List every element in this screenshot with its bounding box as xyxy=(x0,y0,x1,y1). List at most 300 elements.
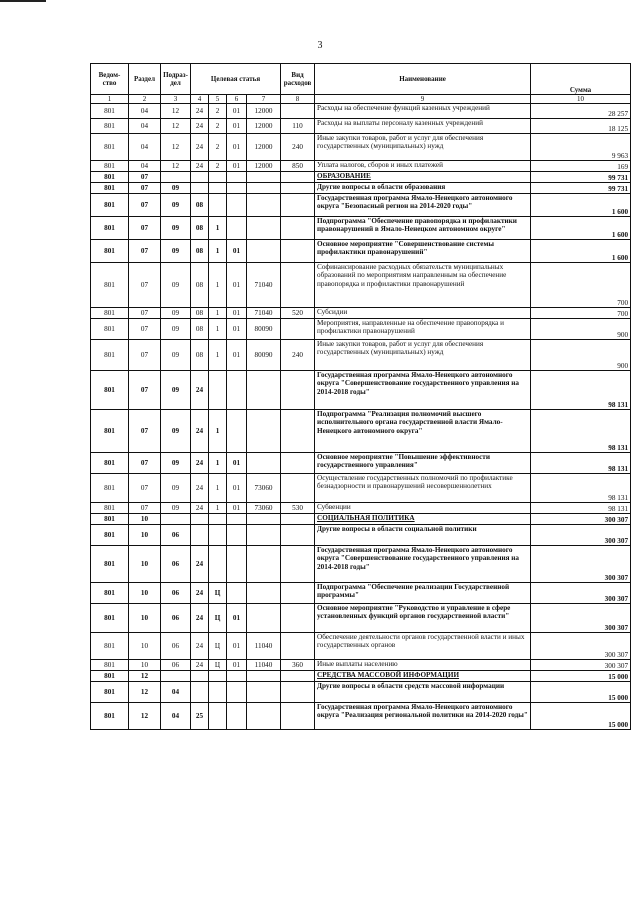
subsection-cell: 06 xyxy=(161,546,191,583)
column-number: 4 xyxy=(191,95,209,104)
subsection-cell: 12 xyxy=(161,104,191,119)
amount-cell: 300 307 xyxy=(531,604,631,633)
table-row xyxy=(91,633,631,660)
target-subprogram-cell: 1 xyxy=(209,410,227,453)
amount-cell: 98 131 xyxy=(531,371,631,410)
name-cell: Государственная программа Ямало-Ненецкого автономного округа "Реализация региональной политики на 2014-2020 годы" xyxy=(315,703,531,730)
table-row xyxy=(91,525,631,546)
target-subprogram-cell xyxy=(209,671,227,682)
target-activity-cell: 01 xyxy=(227,660,247,671)
name-cell: Другие вопросы в области социальной политики xyxy=(315,525,531,546)
target-subprogram-cell: 1 xyxy=(209,263,227,308)
target-activity-cell xyxy=(227,172,247,183)
amount-cell: 300 307 xyxy=(531,514,631,525)
exp-type-cell: 520 xyxy=(281,308,315,319)
amount-cell: 300 307 xyxy=(531,660,631,671)
header-section: Раздел xyxy=(129,64,161,95)
amount-cell: 900 xyxy=(531,319,631,340)
target-activity-cell xyxy=(227,682,247,703)
target-activity-cell xyxy=(227,194,247,217)
target-direction-cell xyxy=(247,240,281,263)
header-amount: Сумма xyxy=(531,64,631,95)
table-row xyxy=(91,660,631,671)
target-subprogram-cell: 2 xyxy=(209,104,227,119)
header-target: Целевая статья xyxy=(191,64,281,95)
exp-type-cell xyxy=(281,183,315,194)
page-number: 3 xyxy=(317,40,323,51)
dept-cell: 801 xyxy=(91,172,129,183)
target-direction-cell xyxy=(247,546,281,583)
target-direction-cell: 12000 xyxy=(247,104,281,119)
subsection-cell: 09 xyxy=(161,194,191,217)
target-subprogram-cell: Ц xyxy=(209,660,227,671)
dept-cell: 801 xyxy=(91,183,129,194)
dept-cell: 801 xyxy=(91,682,129,703)
target-subprogram-cell: 1 xyxy=(209,217,227,240)
target-program-cell: 24 xyxy=(191,134,209,161)
target-subprogram-cell: 1 xyxy=(209,308,227,319)
target-subprogram-cell xyxy=(209,194,227,217)
target-program-cell: 24 xyxy=(191,546,209,583)
table-row xyxy=(91,308,631,319)
name-cell: СОЦИАЛЬНАЯ ПОЛИТИКА xyxy=(315,514,531,525)
target-subprogram-cell xyxy=(209,514,227,525)
section-cell: 07 xyxy=(129,371,161,410)
target-activity-cell xyxy=(227,410,247,453)
table-row xyxy=(91,474,631,503)
amount-cell: 15 000 xyxy=(531,671,631,682)
exp-type-cell: 850 xyxy=(281,161,315,172)
target-activity-cell: 01 xyxy=(227,263,247,308)
table-row xyxy=(91,453,631,474)
table-row xyxy=(91,161,631,172)
section-cell: 12 xyxy=(129,671,161,682)
dept-cell: 801 xyxy=(91,217,129,240)
subsection-cell: 09 xyxy=(161,183,191,194)
section-cell: 04 xyxy=(129,119,161,134)
name-cell: ОБРАЗОВАНИЕ xyxy=(315,172,531,183)
amount-cell: 300 307 xyxy=(531,583,631,604)
target-activity-cell: 01 xyxy=(227,453,247,474)
exp-type-cell xyxy=(281,263,315,308)
exp-type-cell xyxy=(281,546,315,583)
target-program-cell: 24 xyxy=(191,474,209,503)
table-row xyxy=(91,546,631,583)
target-subprogram-cell: 1 xyxy=(209,240,227,263)
subsection-cell: 06 xyxy=(161,660,191,671)
name-cell: Основное мероприятие "Руководство и управление в сфере установленных функций органов государственной власти" xyxy=(315,604,531,633)
target-direction-cell: 12000 xyxy=(247,119,281,134)
target-subprogram-cell xyxy=(209,703,227,730)
section-cell: 10 xyxy=(129,514,161,525)
amount-cell: 15 000 xyxy=(531,682,631,703)
target-activity-cell xyxy=(227,183,247,194)
column-number: 10 xyxy=(531,95,631,104)
target-program-cell: 08 xyxy=(191,308,209,319)
target-direction-cell: 12000 xyxy=(247,134,281,161)
subsection-cell: 09 xyxy=(161,217,191,240)
target-program-cell: 08 xyxy=(191,194,209,217)
amount-cell: 98 131 xyxy=(531,410,631,453)
subsection-cell: 12 xyxy=(161,161,191,172)
name-cell: Осуществление государственных полномочий по профилактике безнадзорности и правонарушений несовершеннолетних xyxy=(315,474,531,503)
amount-cell: 1 600 xyxy=(531,240,631,263)
exp-type-cell xyxy=(281,633,315,660)
target-activity-cell: 01 xyxy=(227,633,247,660)
dept-cell: 801 xyxy=(91,604,129,633)
dept-cell: 801 xyxy=(91,671,129,682)
table-row xyxy=(91,134,631,161)
subsection-cell: 12 xyxy=(161,134,191,161)
name-cell: Расходы на обеспечение функций казенных учреждений xyxy=(315,104,531,119)
dept-cell: 801 xyxy=(91,371,129,410)
name-cell: Подпрограмма "Обеспечение правопорядка и профилактики правонарушений в Ямало-Ненецком автономном округе" xyxy=(315,217,531,240)
name-cell: Государственная программа Ямало-Ненецкого автономного округа "Безопасный регион на 2014-2020 годы" xyxy=(315,194,531,217)
amount-cell: 98 131 xyxy=(531,503,631,514)
target-direction-cell: 12000 xyxy=(247,161,281,172)
target-activity-cell xyxy=(227,671,247,682)
section-cell: 10 xyxy=(129,660,161,671)
target-subprogram-cell: Ц xyxy=(209,604,227,633)
table-row xyxy=(91,263,631,308)
target-subprogram-cell: 1 xyxy=(209,319,227,340)
subsection-cell: 09 xyxy=(161,371,191,410)
dept-cell: 801 xyxy=(91,546,129,583)
subsection-cell: 04 xyxy=(161,703,191,730)
name-cell: Подпрограмма "Обеспечение реализации Государственной программы" xyxy=(315,583,531,604)
amount-cell: 1 600 xyxy=(531,217,631,240)
table-row xyxy=(91,371,631,410)
exp-type-cell xyxy=(281,319,315,340)
target-activity-cell: 01 xyxy=(227,340,247,371)
target-program-cell: 08 xyxy=(191,263,209,308)
section-cell: 07 xyxy=(129,474,161,503)
dept-cell: 801 xyxy=(91,660,129,671)
target-subprogram-cell: 1 xyxy=(209,453,227,474)
target-direction-cell xyxy=(247,371,281,410)
target-program-cell: 24 xyxy=(191,453,209,474)
exp-type-cell xyxy=(281,217,315,240)
exp-type-cell xyxy=(281,682,315,703)
table-row xyxy=(91,410,631,453)
section-cell: 10 xyxy=(129,546,161,583)
exp-type-cell xyxy=(281,703,315,730)
table-row xyxy=(91,503,631,514)
exp-type-cell xyxy=(281,240,315,263)
exp-type-cell xyxy=(281,514,315,525)
section-cell: 07 xyxy=(129,410,161,453)
subsection-cell: 09 xyxy=(161,240,191,263)
column-number-row xyxy=(91,95,631,104)
table-row xyxy=(91,514,631,525)
subsection-cell: 06 xyxy=(161,525,191,546)
target-subprogram-cell xyxy=(209,371,227,410)
section-cell: 07 xyxy=(129,308,161,319)
target-activity-cell xyxy=(227,703,247,730)
target-subprogram-cell: 2 xyxy=(209,161,227,172)
column-number: 2 xyxy=(129,95,161,104)
target-direction-cell xyxy=(247,604,281,633)
section-cell: 07 xyxy=(129,217,161,240)
target-program-cell: 24 xyxy=(191,119,209,134)
dept-cell: 801 xyxy=(91,194,129,217)
target-activity-cell: 01 xyxy=(227,604,247,633)
target-direction-cell: 80090 xyxy=(247,319,281,340)
column-number: 5 xyxy=(209,95,227,104)
subsection-cell: 12 xyxy=(161,119,191,134)
dept-cell: 801 xyxy=(91,340,129,371)
exp-type-cell: 530 xyxy=(281,503,315,514)
section-cell: 07 xyxy=(129,453,161,474)
column-number: 3 xyxy=(161,95,191,104)
dept-cell: 801 xyxy=(91,319,129,340)
dept-cell: 801 xyxy=(91,119,129,134)
amount-cell: 1 600 xyxy=(531,194,631,217)
name-cell: Основное мероприятие "Повышение эффективности государственного управления" xyxy=(315,453,531,474)
target-activity-cell xyxy=(227,514,247,525)
dept-cell: 801 xyxy=(91,410,129,453)
amount-cell: 99 731 xyxy=(531,172,631,183)
name-cell: Государственная программа Ямало-Ненецкого автономного округа "Совершенствование государственного управления на 2014-2018 годы" xyxy=(315,371,531,410)
exp-type-cell: 110 xyxy=(281,119,315,134)
subsection-cell: 09 xyxy=(161,308,191,319)
header-subsection: Подраз-дел xyxy=(161,64,191,95)
name-cell: Иные выплаты населению xyxy=(315,660,531,671)
target-direction-cell xyxy=(247,410,281,453)
exp-type-cell xyxy=(281,371,315,410)
subsection-cell: 06 xyxy=(161,604,191,633)
amount-cell: 300 307 xyxy=(531,546,631,583)
target-direction-cell xyxy=(247,703,281,730)
amount-cell: 700 xyxy=(531,308,631,319)
target-direction-cell: 80090 xyxy=(247,340,281,371)
target-subprogram-cell xyxy=(209,183,227,194)
name-cell: Мероприятия, направленные на обеспечение правопорядка и профилактики правонарушений xyxy=(315,319,531,340)
target-program-cell: 25 xyxy=(191,703,209,730)
exp-type-cell: 240 xyxy=(281,134,315,161)
target-direction-cell: 11040 xyxy=(247,660,281,671)
dept-cell: 801 xyxy=(91,525,129,546)
table-row xyxy=(91,194,631,217)
section-cell: 10 xyxy=(129,633,161,660)
target-program-cell xyxy=(191,172,209,183)
section-cell: 07 xyxy=(129,263,161,308)
name-cell: Субвенции xyxy=(315,503,531,514)
name-cell: Иные закупки товаров, работ и услуг для обеспечения государственных (муниципальных) нужд xyxy=(315,134,531,161)
target-program-cell: 08 xyxy=(191,217,209,240)
name-cell: СРЕДСТВА МАССОВОЙ ИНФОРМАЦИИ xyxy=(315,671,531,682)
table-row xyxy=(91,104,631,119)
section-cell: 04 xyxy=(129,134,161,161)
table-row xyxy=(91,172,631,183)
column-number: 6 xyxy=(227,95,247,104)
name-cell: Другие вопросы в области образования xyxy=(315,183,531,194)
subsection-cell: 09 xyxy=(161,263,191,308)
subsection-cell: 09 xyxy=(161,319,191,340)
target-activity-cell xyxy=(227,546,247,583)
target-subprogram-cell: 1 xyxy=(209,503,227,514)
target-program-cell: 24 xyxy=(191,503,209,514)
table-row xyxy=(91,583,631,604)
dept-cell: 801 xyxy=(91,263,129,308)
amount-cell: 99 731 xyxy=(531,183,631,194)
name-cell: Субсидии xyxy=(315,308,531,319)
target-direction-cell xyxy=(247,217,281,240)
dept-cell: 801 xyxy=(91,453,129,474)
dept-cell: 801 xyxy=(91,583,129,604)
target-program-cell: 24 xyxy=(191,633,209,660)
subsection-cell: 09 xyxy=(161,503,191,514)
header-row xyxy=(91,64,631,95)
target-activity-cell: 01 xyxy=(227,474,247,503)
dept-cell: 801 xyxy=(91,161,129,172)
section-cell: 10 xyxy=(129,583,161,604)
target-subprogram-cell: 2 xyxy=(209,119,227,134)
exp-type-cell xyxy=(281,172,315,183)
subsection-cell xyxy=(161,172,191,183)
target-activity-cell: 01 xyxy=(227,119,247,134)
name-cell: Обеспечение деятельности органов государственной власти и иных государственных органов xyxy=(315,633,531,660)
target-program-cell: 24 xyxy=(191,660,209,671)
target-activity-cell xyxy=(227,583,247,604)
name-cell: Подпрограмма "Реализация полномочий высшего исполнительного органа государственной власти Ямало-Ненецкого автономного округа" xyxy=(315,410,531,453)
subsection-cell: 06 xyxy=(161,633,191,660)
amount-cell: 700 xyxy=(531,263,631,308)
name-cell: Иные закупки товаров, работ и услуг для обеспечения государственных (муниципальных) нужд xyxy=(315,340,531,371)
table-row xyxy=(91,604,631,633)
section-cell: 12 xyxy=(129,682,161,703)
target-direction-cell: 73060 xyxy=(247,474,281,503)
target-program-cell xyxy=(191,682,209,703)
subsection-cell xyxy=(161,514,191,525)
name-cell: Государственная программа Ямало-Ненецкого автономного округа "Совершенствование государственного управления на 2014-2018 годы" xyxy=(315,546,531,583)
target-activity-cell: 01 xyxy=(227,319,247,340)
target-activity-cell xyxy=(227,217,247,240)
target-subprogram-cell xyxy=(209,525,227,546)
corner-mark xyxy=(0,0,46,2)
target-direction-cell xyxy=(247,194,281,217)
target-activity-cell: 01 xyxy=(227,104,247,119)
target-activity-cell: 01 xyxy=(227,308,247,319)
target-direction-cell: 73060 xyxy=(247,503,281,514)
header-exp-type: Вид расходов xyxy=(281,64,315,95)
exp-type-cell xyxy=(281,525,315,546)
subsection-cell: 09 xyxy=(161,340,191,371)
section-cell: 07 xyxy=(129,340,161,371)
table-row xyxy=(91,119,631,134)
target-subprogram-cell xyxy=(209,682,227,703)
target-program-cell: 24 xyxy=(191,604,209,633)
target-direction-cell xyxy=(247,453,281,474)
exp-type-cell: 240 xyxy=(281,340,315,371)
subsection-cell: 09 xyxy=(161,474,191,503)
target-program-cell: 24 xyxy=(191,371,209,410)
target-program-cell xyxy=(191,183,209,194)
name-cell: Расходы на выплаты персоналу казенных учреждений xyxy=(315,119,531,134)
target-subprogram-cell: Ц xyxy=(209,633,227,660)
table-body xyxy=(91,104,631,730)
section-cell: 10 xyxy=(129,525,161,546)
target-direction-cell xyxy=(247,682,281,703)
target-program-cell: 24 xyxy=(191,583,209,604)
amount-cell: 18 125 xyxy=(531,119,631,134)
dept-cell: 801 xyxy=(91,503,129,514)
section-cell: 07 xyxy=(129,172,161,183)
exp-type-cell xyxy=(281,453,315,474)
target-program-cell xyxy=(191,525,209,546)
section-cell: 12 xyxy=(129,703,161,730)
amount-cell: 98 131 xyxy=(531,474,631,503)
name-cell: Уплата налогов, сборов и иных платежей xyxy=(315,161,531,172)
target-direction-cell: 71040 xyxy=(247,263,281,308)
target-program-cell: 24 xyxy=(191,161,209,172)
target-program-cell: 08 xyxy=(191,240,209,263)
target-activity-cell: 01 xyxy=(227,134,247,161)
table-row xyxy=(91,682,631,703)
section-cell: 07 xyxy=(129,194,161,217)
table-row xyxy=(91,183,631,194)
column-number: 1 xyxy=(91,95,129,104)
target-direction-cell xyxy=(247,514,281,525)
subsection-cell xyxy=(161,671,191,682)
target-subprogram-cell: 2 xyxy=(209,134,227,161)
target-subprogram-cell xyxy=(209,546,227,583)
target-direction-cell xyxy=(247,583,281,604)
subsection-cell: 09 xyxy=(161,410,191,453)
table-row xyxy=(91,240,631,263)
table-row xyxy=(91,340,631,371)
header-name: Наименование xyxy=(315,64,531,95)
section-cell: 04 xyxy=(129,161,161,172)
table-row xyxy=(91,217,631,240)
section-cell: 07 xyxy=(129,240,161,263)
amount-cell: 169 xyxy=(531,161,631,172)
dept-cell: 801 xyxy=(91,703,129,730)
column-number: 8 xyxy=(281,95,315,104)
target-direction-cell xyxy=(247,671,281,682)
section-cell: 07 xyxy=(129,319,161,340)
subsection-cell: 09 xyxy=(161,453,191,474)
subsection-cell: 06 xyxy=(161,583,191,604)
target-program-cell: 24 xyxy=(191,104,209,119)
exp-type-cell: 360 xyxy=(281,660,315,671)
target-program-cell xyxy=(191,514,209,525)
dept-cell: 801 xyxy=(91,514,129,525)
budget-table xyxy=(90,63,631,730)
target-subprogram-cell: 1 xyxy=(209,474,227,503)
dept-cell: 801 xyxy=(91,474,129,503)
target-activity-cell: 01 xyxy=(227,503,247,514)
dept-cell: 801 xyxy=(91,104,129,119)
target-direction-cell: 71040 xyxy=(247,308,281,319)
exp-type-cell xyxy=(281,104,315,119)
exp-type-cell xyxy=(281,671,315,682)
amount-cell: 300 307 xyxy=(531,633,631,660)
target-direction-cell xyxy=(247,525,281,546)
target-direction-cell: 11040 xyxy=(247,633,281,660)
header-dept: Ведом-ство xyxy=(91,64,129,95)
dept-cell: 801 xyxy=(91,308,129,319)
amount-cell: 98 131 xyxy=(531,453,631,474)
table-row xyxy=(91,703,631,730)
exp-type-cell xyxy=(281,410,315,453)
amount-cell: 900 xyxy=(531,340,631,371)
section-cell: 07 xyxy=(129,503,161,514)
dept-cell: 801 xyxy=(91,633,129,660)
table-row xyxy=(91,671,631,682)
amount-cell: 15 000 xyxy=(531,703,631,730)
section-cell: 10 xyxy=(129,604,161,633)
